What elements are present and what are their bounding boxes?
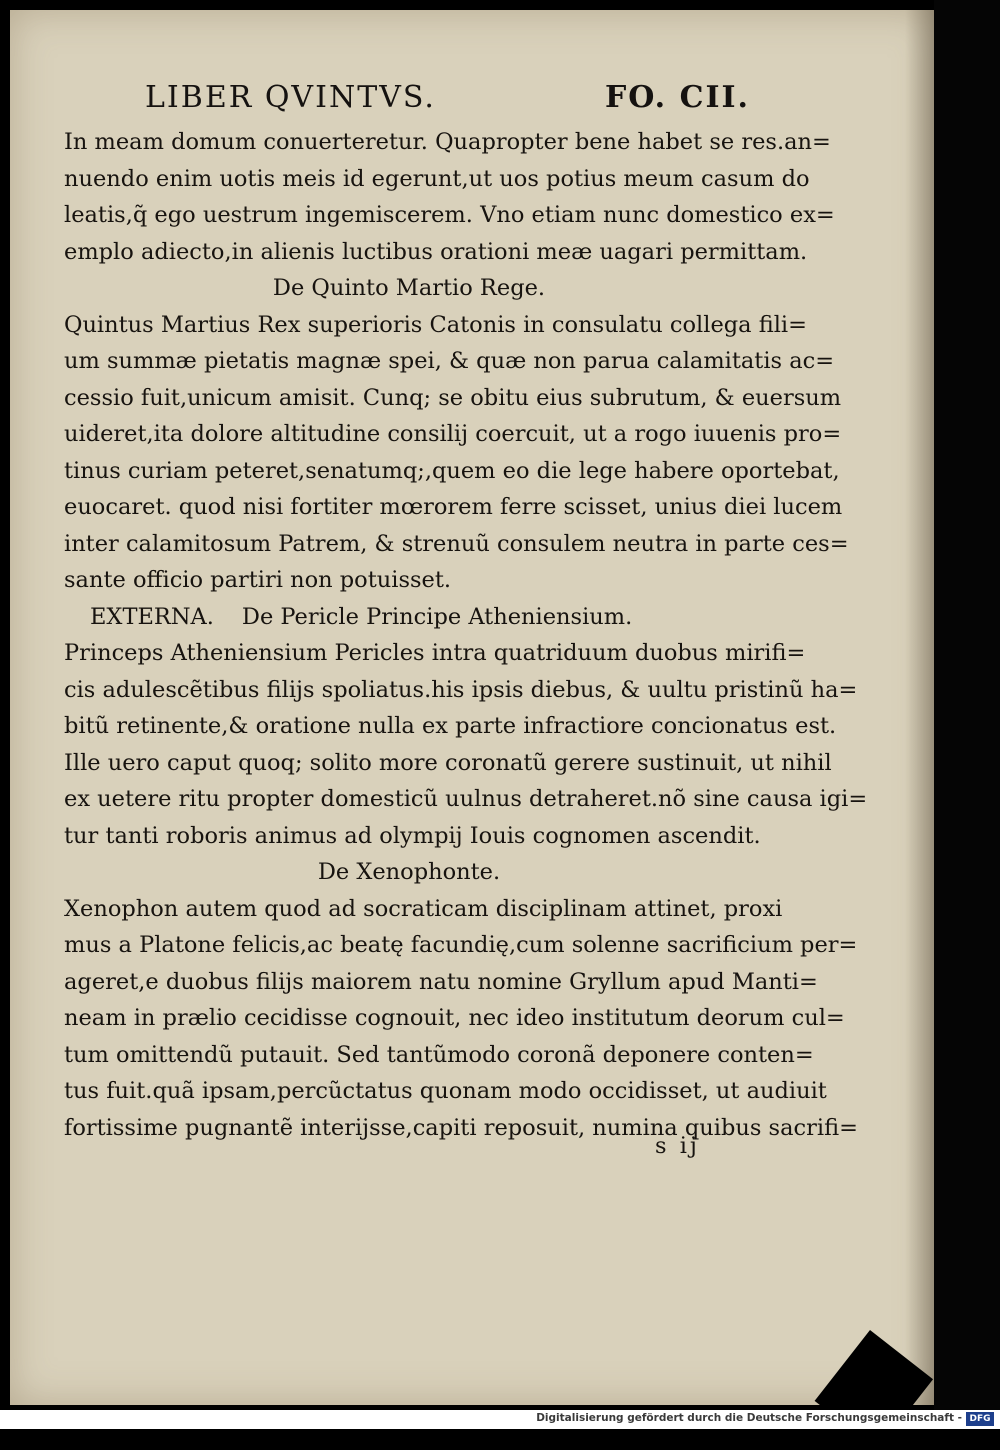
- text-line: bitũ retinente,& oratione nulla ex parte infractiore concionatus est.: [64, 713, 837, 739]
- text-line: cis adulescẽtibus filijs spoliatus.his ipsis diebus, & uultu pristinũ ha=: [64, 676, 858, 703]
- text-line: Ille uero caput quoq; solito more coronatũ gerere sustinuit, ut nihil: [64, 749, 832, 776]
- text-line: euocaret. quod nisi fortiter mœrorem ferre scisset, unius diei lucem: [64, 494, 843, 520]
- running-head-book: LIBER QVINTVS.: [145, 80, 436, 115]
- text-line: In meam domum conuerteretur. Quapropter bene habet se res.an=: [64, 129, 831, 155]
- text-line: ageret,e duobus filijs maiorem natu nomine Gryllum apud Manti=: [64, 968, 818, 995]
- text-line: sante officio partiri non potuisset.: [64, 567, 452, 593]
- text-block: [64, 124, 868, 1146]
- externa-label: EXTERNA.: [90, 603, 214, 630]
- text-line: tur tanti roboris animus ad olympij Iouis cognomen ascendit.: [64, 822, 761, 849]
- section-heading-quintus: De Quinto Martio Rege.: [272, 275, 546, 301]
- text-line: inter calamitosum Patrem, & strenuũ consulem neutra in parte ces=: [64, 530, 849, 557]
- section-heading-xenophon: De Xenophonte.: [317, 859, 501, 885]
- text-line: um summæ pietatis magnæ spei, & quæ non parua calamitatis ac=: [64, 348, 835, 374]
- text-line: uideret,ita dolore altitudine consilij coercuit, ut a rogo iuuenis pro=: [64, 421, 842, 447]
- digitization-footer: [0, 1410, 1000, 1429]
- running-head-folio: FO. CII.: [605, 80, 750, 115]
- text-line: ex uetere ritu propter domesticũ uulnus detraheret.nõ sine causa igi=: [64, 786, 868, 812]
- text-line: mus a Platone felicis,ac beatę facundię,cum solenne sacrificium per=: [64, 932, 858, 958]
- funding-credit: Digitalisierung gefördert durch die Deutsche Forschungsgemeinschaft -: [536, 1412, 962, 1424]
- scanner-background: [934, 0, 1000, 1410]
- text-line: Xenophon autem quod ad socraticam disciplinam attinet, proxi: [64, 895, 783, 922]
- section-heading-pericles: [64, 599, 754, 636]
- text-line: Princeps Atheniensium Pericles intra quatriduum duobus mirifi=: [64, 640, 806, 666]
- page-fold-shadow: [905, 10, 935, 1405]
- dfg-logo[interactable]: DFG: [966, 1412, 994, 1426]
- text-line: nuendo enim uotis meis id egerunt,ut uos potius meum casum do: [64, 165, 810, 192]
- signature-mark: s ij: [655, 1133, 700, 1159]
- text-line: tum omittendũ putauit. Sed tantũmodo coronã deponere conten=: [64, 1041, 814, 1068]
- text-line: emplo adiecto,in alienis luctibus orationi meæ uagari permittam.: [64, 238, 808, 265]
- text-line: neam in prælio cecidisse cognouit, nec ideo institutum deorum cul=: [64, 1005, 845, 1031]
- text-line: Quintus Martius Rex superioris Catonis in consulatu collega fili=: [64, 311, 807, 338]
- text-line: cessio fuit,unicum amisit. Cunq; se obitu eius subrutum, & euersum: [64, 384, 842, 411]
- text-line: fortissime pugnantẽ interijsse,capiti reposuit, numina quibus sacrifi=: [64, 1114, 858, 1141]
- text-line: tus fuit.quã ipsam,percũctatus quonam modo occidisset, ut audiuit: [64, 1078, 827, 1104]
- text-line: tinus curiam peteret,senatumq;,quem eo die lege habere oportebat,: [64, 457, 840, 484]
- pericles-title: De Pericle Principe Atheniensium.: [241, 603, 633, 630]
- text-line: leatis,q̃ ego uestrum ingemiscerem. Vno etiam nunc domestico ex=: [64, 202, 835, 228]
